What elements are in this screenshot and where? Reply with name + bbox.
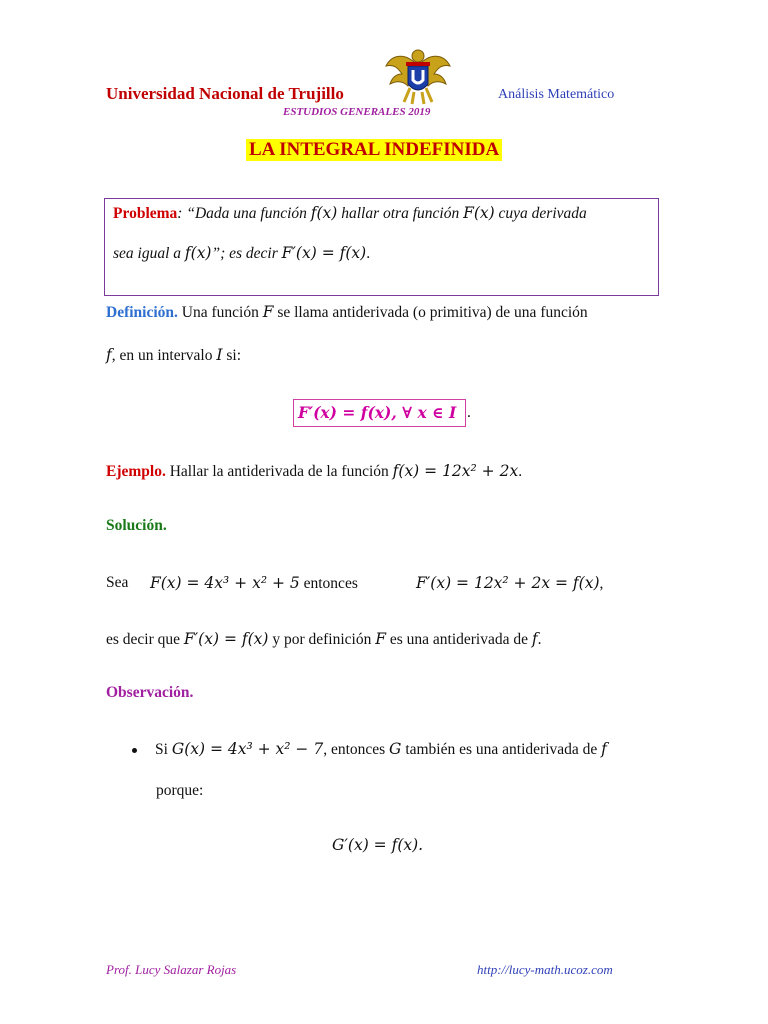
example-formula: f(x) = 12x² + 2x: [392, 462, 519, 480]
problem-text-e: ”; es decir: [211, 245, 282, 262]
solution-F-line: [150, 574, 358, 593]
solution-text-b: y por definición: [268, 631, 376, 648]
problem-line-2: [113, 244, 370, 263]
observation-porque: porque:: [156, 782, 204, 799]
definition-label: Definición.: [106, 304, 178, 321]
definition-I: I: [216, 346, 223, 364]
problem-equation: F′(x) = f(x): [281, 244, 367, 262]
definition-text-b: se llama antiderivada (o primitiva) de una función: [273, 304, 588, 321]
solution-F: F: [375, 630, 386, 648]
definition-F: F: [262, 303, 274, 321]
definition-formula-end: .: [467, 404, 471, 421]
bullet-text-c: también es una antiderivada de: [401, 741, 602, 758]
problem-end: .: [366, 245, 371, 262]
page-title: LA INTEGRAL INDEFINIDA: [246, 139, 502, 161]
example-text: Hallar la antiderivada de la función: [165, 463, 393, 480]
problem-line-1: [113, 204, 587, 223]
solution-Fp-end: ,: [599, 575, 604, 592]
problem-fx: f(x): [310, 204, 338, 222]
definition-text-a: Una función: [177, 304, 263, 321]
program-name: ESTUDIOS GENERALES 2019: [283, 106, 431, 118]
problem-label: Problema: [113, 205, 178, 222]
university-name: Universidad Nacional de Trujillo: [106, 84, 344, 103]
problem-Fx: F(x): [463, 204, 495, 222]
university-seal-eagle-icon: [384, 44, 452, 106]
bullet-G-equation: G(x) = 4x³ + x² − 7: [171, 740, 324, 758]
definition-line-2: [106, 346, 241, 365]
bullet-dot: [132, 748, 137, 753]
solution-Fp-line: [416, 574, 603, 593]
problem-text-a: : “Dada una función: [177, 205, 311, 222]
bullet-f: f: [601, 740, 607, 758]
solution-line-2: [106, 630, 542, 649]
solution-f: f: [531, 630, 538, 648]
solution-sea: Sea: [106, 574, 129, 591]
solution-text-a: es decir que: [106, 631, 184, 648]
problem-text-b: hallar otra función: [337, 205, 464, 222]
problem-text-c: cuya derivada: [494, 205, 587, 222]
solution-equation: F′(x) = f(x): [183, 630, 269, 648]
example-end: .: [518, 463, 523, 480]
problem-text-d: sea igual a: [113, 245, 185, 262]
example-line: [106, 462, 522, 481]
observation-heading: Observación.: [106, 684, 194, 701]
solution-label: [106, 517, 167, 535]
footer-url[interactable]: http://lucy-math.ucoz.com: [477, 962, 613, 977]
footer-author: Prof. Lucy Salazar Rojas: [106, 962, 237, 977]
course-name: Análisis Matemático: [498, 87, 615, 102]
definition-line-1: [106, 303, 588, 322]
solution-entonces: entonces: [299, 575, 358, 592]
definition-f: f: [106, 346, 112, 364]
observation-label: [106, 684, 193, 702]
solution-Fp-equation: F′(x) = 12x² + 2x = f(x): [416, 574, 600, 592]
bullet-text-a: Si: [155, 741, 172, 758]
solution-heading: Solución.: [106, 517, 167, 534]
observation-bullet: [132, 740, 607, 759]
bullet-text-b: , entonces: [323, 741, 390, 758]
definition-text-c: , en un intervalo: [111, 347, 217, 364]
definition-text-d: si:: [222, 347, 242, 364]
solution-F-equation: F(x) = 4x³ + x² + 5: [150, 574, 300, 592]
solution-text-c: es una antiderivada de: [385, 631, 532, 648]
definition-formula: F′(x) = f(x), ∀ x ∈ I: [298, 403, 457, 422]
solution-end: .: [537, 631, 542, 648]
bullet-G: G: [389, 740, 402, 758]
problem-fx-2: f(x): [184, 244, 212, 262]
example-label: Ejemplo.: [106, 463, 166, 480]
observation-formula: G′(x) = f(x).: [332, 836, 424, 854]
